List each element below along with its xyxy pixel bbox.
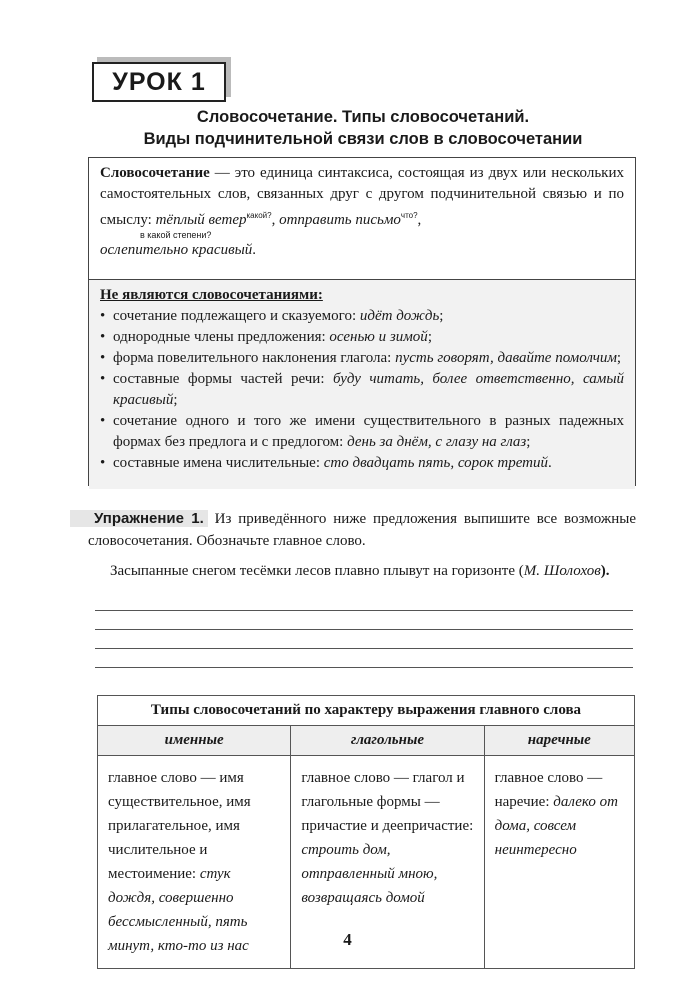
question-3: в какой степени?: [140, 230, 212, 240]
list-item: • составные имена числительные: сто двадцать пять, сорок третий.: [100, 453, 624, 474]
page-heading: [88, 106, 638, 150]
column-header: наречные: [484, 726, 634, 756]
heading-line-2: Виды подчинительной связи слов в словосочетании: [143, 130, 583, 148]
list-item: • сочетание одного и того же имени существительного в разных падежных формах без предлога и с предлогом: день за днём, с глазу на глаз;: [100, 411, 624, 453]
answer-line[interactable]: [95, 667, 633, 668]
lesson-title: УРОК 1: [92, 62, 226, 102]
table-cell: главное слово — глагол и глагольные формы — причастие и деепричастие: строить дом, отправленный мною, возвращаясь домой: [291, 756, 484, 969]
answer-line[interactable]: [95, 648, 633, 649]
not-phrases-list: [100, 306, 624, 474]
table-title: Типы словосочетаний по характеру выражения главного слова: [98, 696, 635, 726]
example-3: ослепительно красивый: [100, 242, 253, 258]
answer-line[interactable]: [95, 629, 633, 630]
example-2: отправить письмо: [279, 212, 401, 228]
exercise-task: Из приведённого ниже предложения выпишите все возможные словосочетания. Обозначьте главное слово.: [88, 511, 636, 549]
sentence-author: М. Шолохов: [523, 563, 601, 579]
answer-line[interactable]: [95, 610, 633, 611]
definition-box: [88, 157, 636, 486]
exercise-1: [88, 508, 636, 582]
list-item: • форма повелительного наклонения глагола: пусть говорят, давайте помолчим;: [100, 348, 624, 369]
definition-term: Словосочетание: [100, 165, 210, 181]
exercise-label: Упражнение 1.: [70, 510, 208, 527]
example-1: тёплый ветер: [155, 212, 247, 228]
not-phrases-title: Не являются словосочетаниями:: [100, 287, 323, 303]
exercise-sentence: Засыпанные снегом тесёмки лесов плавно плывут на горизонте (М. Шолохов).: [110, 563, 610, 579]
question-1: какой?: [246, 211, 272, 220]
question-2: что?: [400, 211, 418, 220]
list-item: • однородные члены предложения: осенью и зимой;: [100, 327, 624, 348]
page-number: 4: [343, 930, 352, 949]
heading-line-1: Словосочетание. Типы словосочетаний.: [196, 108, 530, 126]
list-item: • сочетание подлежащего и сказуемого: идёт дождь;: [100, 306, 624, 327]
table-cell: главное слово — имя существительное, имя прилагательное, имя числительное и местоимение: стук дождя, совершенно бессмысленный, пять минут, кто-то из нас: [98, 756, 291, 969]
column-header: глагольные: [291, 726, 484, 756]
annotation-row: [100, 231, 624, 240]
definition-text: — это единица синтаксиса, состоящая из двух или нескольких самостоятельных слов, связанных друг с другом подчинительной связью и по смыслу:: [100, 165, 624, 228]
list-item: • составные формы частей речи: буду читать, более ответственно, самый красивый;: [100, 369, 624, 411]
not-phrases-section: [89, 279, 635, 489]
table-cell: главное слово — наречие: далеко от дома, совсем неинтересно: [484, 756, 634, 969]
column-header: именные: [98, 726, 291, 756]
phrase-types-table: [97, 695, 635, 969]
definition: Словосочетание — это единица синтаксиса, состоящая из двух или нескольких самостоятельных слов, связанных друг с другом подчинительной связью и по смыслу: тёплый ветер$^{какой?}$, отправить письмо$^{что?}$, в какой степени? ослепительно красивый.: [100, 165, 624, 258]
